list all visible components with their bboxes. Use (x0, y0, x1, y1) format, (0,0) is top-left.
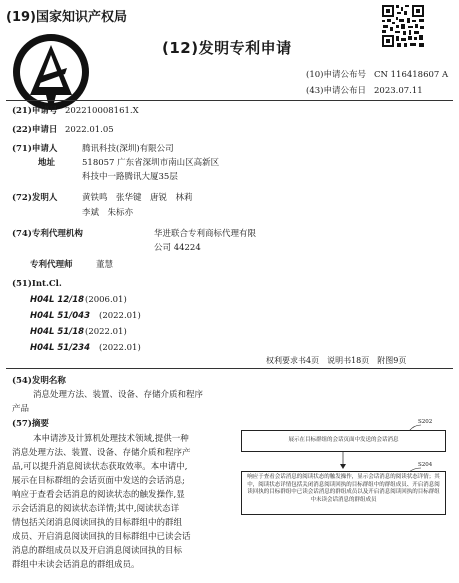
address-label: 地址 (38, 158, 56, 168)
ipc-code: H04L 51/043 (30, 311, 90, 321)
abstract-line: 响应于查看会话消息的阅读状态的触发操作,显 (12, 490, 185, 500)
ipc-version: (2022.01) (99, 343, 141, 353)
document-kind-title: (12)发明专利申请 (162, 39, 292, 57)
inventors-line-2: 李斌 朱标亦 (82, 208, 134, 218)
agent-label: 专利代理师 (30, 260, 73, 270)
filing-date-label: (22)申请日 (12, 125, 58, 135)
app-number: 202210008161.X (65, 106, 139, 116)
address-line-1: 518057 广东省深圳市南山区高新区 (82, 158, 220, 168)
applicant: 腾讯科技(深圳)有限公司 (82, 144, 174, 154)
invention-title-line-2: 产品 (12, 404, 30, 414)
app-number-label: (21)申请号 (12, 106, 58, 116)
flow-step-box (241, 430, 446, 452)
agency-label: (74)专利代理机构 (12, 229, 83, 239)
agent: 董慧 (96, 260, 114, 270)
inventors-label: (72)发明人 (12, 193, 58, 203)
pub-date-label: (43)申请公布日 (306, 86, 366, 96)
ipc-version: (2006.01) (85, 295, 127, 305)
abstract-line: 展示在目标群组的会话页面中发送的会话消息; (12, 476, 185, 486)
ipc-version: (2022.01) (85, 327, 127, 337)
pub-date: 2023.07.11 (374, 86, 423, 96)
abstract-line: 群组中未读会话消息的群组成员。 (12, 560, 140, 570)
filing-date: 2022.01.05 (65, 125, 114, 135)
ipc-code: H04L 12/18 (30, 295, 85, 305)
address-line-2: 科技中一路腾讯大厦35层 (82, 172, 178, 182)
invention-title-line-1: 消息处理方法、装置、设备、存储介质和程序 (33, 390, 204, 400)
pub-number-label: (10)申请公布号 (306, 70, 366, 80)
authority-heading: (19)国家知识产权局 (6, 10, 127, 25)
abstract-label: (57)摘要 (12, 419, 49, 429)
ipc-code: H04L 51/18 (30, 327, 85, 337)
abstract-line: 品,可以提升消息阅读状态获取效率。本申请中, (12, 462, 188, 472)
biblio-divider (6, 368, 453, 369)
page-counts: 权利要求书4页 说明书18页 附图9页 (266, 356, 407, 365)
abstract-line: 成员、开启消息阅读回执的目标群组中已读会话 (12, 532, 191, 542)
step-label-s202: S202 (418, 419, 433, 425)
flow-arrow (338, 452, 348, 470)
flow-step-text: 响应于查看会话消息的阅读状态的触发操作，显示会话消息的阅读状态详情；其中，阅读状态详情包括关闭消息阅读回执的目标群组中的群组成员、开启消息阅读回执的目标群组中已读会话消息的群组成员以及开启消息阅读回执的目标群组中未读会话消息的群组成员 (247, 474, 440, 503)
abstract-line: 消息的群组成员以及开启消息阅读回执的目标 (12, 546, 183, 556)
flow-step-box (241, 471, 446, 515)
applicant-label: (71)申请人 (12, 144, 58, 154)
invention-title-label: (54)发明名称 (12, 376, 66, 386)
flow-step-text: 展示在目标群组的会话页面中发送的会话消息 (288, 437, 399, 443)
ipc-version: (2022.01) (99, 311, 141, 321)
abstract-line: 情包括关闭消息阅读回执的目标群组中的群组 (12, 518, 183, 528)
ipc-label: (51)Int.Cl. (12, 279, 62, 289)
pub-number: CN 116418607 A (374, 70, 449, 80)
header-divider (6, 100, 453, 101)
step-label-s204: S204 (418, 462, 433, 468)
inventors-line-1: 黄铁鸣 张华键 唐锐 林莉 (82, 193, 193, 203)
agency-line-1: 华进联合专利商标代理有限 (154, 229, 257, 239)
abstract-line: 示会话消息的阅读状态详情;其中,阅读状态详 (12, 504, 180, 514)
ipc-code: H04L 51/234 (30, 343, 90, 353)
abstract-line: 消息处理方法、装置、设备、存储介质和程序产 (12, 448, 191, 458)
agency-line-2: 公司 44224 (154, 243, 201, 253)
qr-code (381, 4, 425, 48)
abstract-line: 本申请涉及计算机处理技术领域,提供一种 (33, 434, 189, 444)
